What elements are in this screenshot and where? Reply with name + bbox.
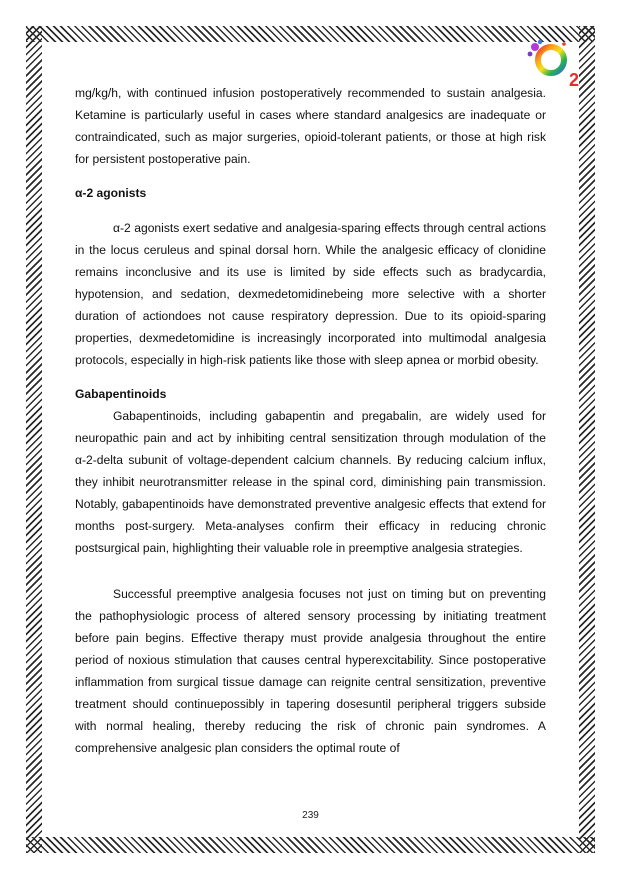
paragraph-alpha-2-agonists: α-2 agonists exert sedative and analgesia-sparing effects through central actions in the locus ceruleus and spinal dorsal horn. While the analgesic efficacy of clonidine remains inconclusive and its use is limited by side effects such as bradycardia, hypotension, and sedation, dexmedetomidinebeing more selective with a shorter duration of actiondoes not cause respiratory depression. Due to its opioid-sparing properties, dexmedetomidine is increasingly incorporated into multimodal analgesia protocols, especially in high-risk patients like those with sleep apnea or morbid obesity. bbox=[75, 221, 546, 367]
heading-alpha-2-agonists: α-2 agonists bbox=[75, 186, 147, 200]
page-number: 239 bbox=[302, 810, 319, 821]
svg-text:2: 2 bbox=[569, 70, 579, 88]
paragraph-ketamine: mg/kg/h, with continued infusion postoperatively recommended to sustain analgesia. Ketamine is particularly useful in cases where standard analgesics are inadequate or contraindicated, such as major surgeries, opioid-tolerant patients, or those at high risk for persistent postoperative pain. bbox=[75, 86, 546, 166]
decorative-border-bottom bbox=[26, 837, 595, 853]
o2-logo-icon bbox=[525, 38, 579, 88]
heading-gabapentinoids: Gabapentinoids bbox=[75, 387, 167, 401]
paragraph-gabapentinoids: Gabapentinoids, including gabapentin and pregabalin, are widely used for neuropathic pain and act by inhibiting central sensitization through modulation of the α-2-delta subunit of voltage-dependent calcium channels. By reducing calcium influx, they inhibit neurotransmitter release in the spinal cord, diminishing pain transmission. Notably, gabapentinoids have demonstrated preventive analgesic effects that extend for months post-surgery. Meta-analyses confirm their efficacy in reducing chronic postsurgical pain, highlighting their valuable role in preemptive analgesia strategies. bbox=[75, 409, 546, 555]
decorative-border-top bbox=[26, 26, 595, 42]
decorative-border-right bbox=[579, 26, 595, 853]
decorative-border-left bbox=[26, 26, 42, 853]
page-content bbox=[75, 82, 546, 759]
paragraph-preemptive-analgesia: Successful preemptive analgesia focuses not just on timing but on preventing the pathophysiologic process of altered sensory processing by initiating treatment before pain begins. Effective therapy must provide analgesia throughout the entire period of noxious stimulation that causes central hyperexcitability. Since postoperative inflammation from surgical tissue damage can reignite central sensitization, preventive treatment should continuepossibly in tapering dosesuntil peripheral triggers subside with normal healing, thereby reducing the risk of chronic pain syndromes. A comprehensive analgesic plan considers the optimal route of bbox=[75, 587, 546, 755]
